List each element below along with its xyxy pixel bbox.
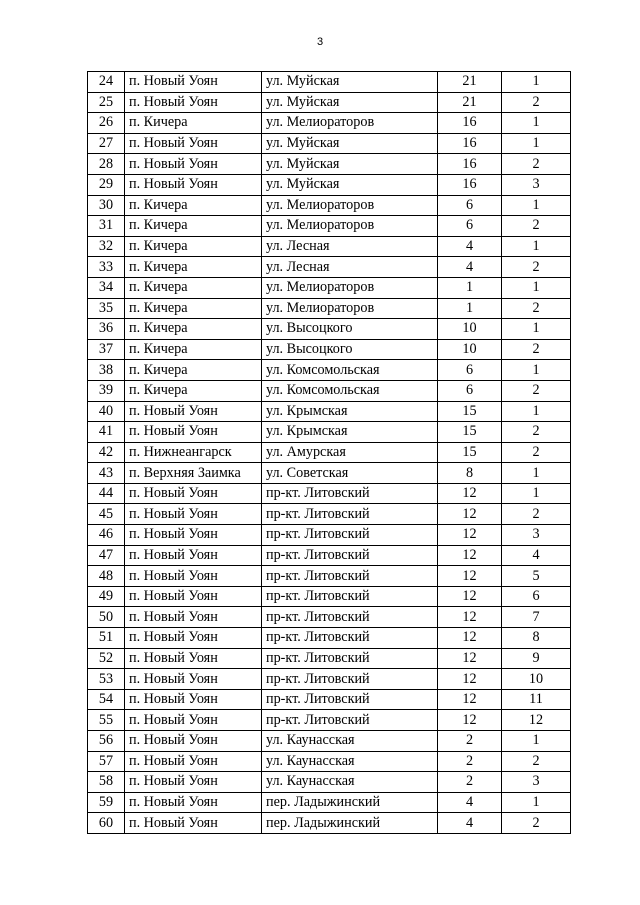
house-number-cell: 12 xyxy=(438,648,502,669)
row-number: 35 xyxy=(88,298,125,319)
house-number-cell: 4 xyxy=(438,792,502,813)
street-cell: ул. Муйская xyxy=(262,72,438,93)
street-cell: пр-кт. Литовский xyxy=(262,483,438,504)
locality-cell: п. Новый Уоян xyxy=(125,813,262,834)
house-number-cell: 16 xyxy=(438,174,502,195)
table-row xyxy=(88,195,571,216)
locality-cell: п. Кичера xyxy=(125,277,262,298)
apartment-number-cell: 1 xyxy=(502,483,571,504)
locality-cell: п. Кичера xyxy=(125,360,262,381)
locality-cell: п. Новый Уоян xyxy=(125,586,262,607)
house-number-cell: 12 xyxy=(438,710,502,731)
table-row xyxy=(88,154,571,175)
house-number-cell: 12 xyxy=(438,607,502,628)
locality-cell: п. Кичера xyxy=(125,195,262,216)
row-number: 46 xyxy=(88,525,125,546)
table-row xyxy=(88,607,571,628)
street-cell: ул. Мелиораторов xyxy=(262,113,438,134)
apartment-number-cell: 2 xyxy=(502,216,571,237)
table-row xyxy=(88,566,571,587)
locality-cell: п. Новый Уоян xyxy=(125,731,262,752)
street-cell: пр-кт. Литовский xyxy=(262,545,438,566)
house-number-cell: 10 xyxy=(438,319,502,340)
house-number-cell: 16 xyxy=(438,133,502,154)
street-cell: пер. Ладыжинский xyxy=(262,792,438,813)
row-number: 32 xyxy=(88,236,125,257)
street-cell: ул. Комсомольская xyxy=(262,360,438,381)
street-cell: ул. Муйская xyxy=(262,133,438,154)
apartment-number-cell: 6 xyxy=(502,586,571,607)
house-number-cell: 6 xyxy=(438,216,502,237)
apartment-number-cell: 5 xyxy=(502,566,571,587)
locality-cell: п. Кичера xyxy=(125,113,262,134)
table-row xyxy=(88,525,571,546)
locality-cell: п. Новый Уоян xyxy=(125,133,262,154)
row-number: 24 xyxy=(88,72,125,93)
locality-cell: п. Новый Уоян xyxy=(125,525,262,546)
street-cell: пр-кт. Литовский xyxy=(262,710,438,731)
house-number-cell: 12 xyxy=(438,566,502,587)
house-number-cell: 1 xyxy=(438,298,502,319)
locality-cell: п. Новый Уоян xyxy=(125,422,262,443)
street-cell: ул. Каунасская xyxy=(262,772,438,793)
table-row xyxy=(88,380,571,401)
apartment-number-cell: 1 xyxy=(502,319,571,340)
locality-cell: п. Новый Уоян xyxy=(125,689,262,710)
row-number: 50 xyxy=(88,607,125,628)
apartment-number-cell: 2 xyxy=(502,422,571,443)
row-number: 48 xyxy=(88,566,125,587)
row-number: 42 xyxy=(88,442,125,463)
house-number-cell: 15 xyxy=(438,401,502,422)
locality-cell: п. Новый Уоян xyxy=(125,669,262,690)
table-row xyxy=(88,257,571,278)
table-row xyxy=(88,298,571,319)
row-number: 57 xyxy=(88,751,125,772)
row-number: 51 xyxy=(88,628,125,649)
apartment-number-cell: 10 xyxy=(502,669,571,690)
apartment-number-cell: 2 xyxy=(502,813,571,834)
row-number: 60 xyxy=(88,813,125,834)
street-cell: ул. Каунасская xyxy=(262,751,438,772)
locality-cell: п. Кичера xyxy=(125,236,262,257)
table-row xyxy=(88,483,571,504)
row-number: 47 xyxy=(88,545,125,566)
apartment-number-cell: 1 xyxy=(502,133,571,154)
table-row xyxy=(88,92,571,113)
house-number-cell: 12 xyxy=(438,689,502,710)
row-number: 34 xyxy=(88,277,125,298)
house-number-cell: 2 xyxy=(438,751,502,772)
street-cell: ул. Комсомольская xyxy=(262,380,438,401)
house-number-cell: 12 xyxy=(438,483,502,504)
apartment-number-cell: 1 xyxy=(502,792,571,813)
locality-cell: п. Новый Уоян xyxy=(125,710,262,731)
row-number: 41 xyxy=(88,422,125,443)
apartment-number-cell: 1 xyxy=(502,463,571,484)
apartment-number-cell: 2 xyxy=(502,298,571,319)
street-cell: ул. Крымская xyxy=(262,422,438,443)
street-cell: пер. Ладыжинский xyxy=(262,813,438,834)
street-cell: ул. Лесная xyxy=(262,236,438,257)
row-number: 44 xyxy=(88,483,125,504)
apartment-number-cell: 8 xyxy=(502,628,571,649)
apartment-number-cell: 1 xyxy=(502,401,571,422)
table-row xyxy=(88,545,571,566)
locality-cell: п. Новый Уоян xyxy=(125,648,262,669)
locality-cell: п. Кичера xyxy=(125,380,262,401)
table-row xyxy=(88,72,571,93)
table-row xyxy=(88,648,571,669)
apartment-number-cell: 7 xyxy=(502,607,571,628)
apartment-number-cell: 2 xyxy=(502,380,571,401)
row-number: 33 xyxy=(88,257,125,278)
street-cell: ул. Каунасская xyxy=(262,731,438,752)
house-number-cell: 4 xyxy=(438,236,502,257)
street-cell: ул. Мелиораторов xyxy=(262,298,438,319)
apartment-number-cell: 12 xyxy=(502,710,571,731)
house-number-cell: 21 xyxy=(438,72,502,93)
row-number: 39 xyxy=(88,380,125,401)
apartment-number-cell: 1 xyxy=(502,113,571,134)
locality-cell: п. Кичера xyxy=(125,257,262,278)
street-cell: пр-кт. Литовский xyxy=(262,504,438,525)
house-number-cell: 12 xyxy=(438,628,502,649)
address-table-body xyxy=(88,72,571,834)
house-number-cell: 12 xyxy=(438,525,502,546)
house-number-cell: 6 xyxy=(438,380,502,401)
apartment-number-cell: 11 xyxy=(502,689,571,710)
house-number-cell: 2 xyxy=(438,772,502,793)
row-number: 31 xyxy=(88,216,125,237)
row-number: 58 xyxy=(88,772,125,793)
locality-cell: п. Кичера xyxy=(125,216,262,237)
apartment-number-cell: 2 xyxy=(502,751,571,772)
street-cell: пр-кт. Литовский xyxy=(262,689,438,710)
address-table xyxy=(87,71,571,834)
apartment-number-cell: 2 xyxy=(502,257,571,278)
locality-cell: п. Верхняя Заимка xyxy=(125,463,262,484)
house-number-cell: 6 xyxy=(438,195,502,216)
house-number-cell: 1 xyxy=(438,277,502,298)
street-cell: ул. Амурская xyxy=(262,442,438,463)
street-cell: ул. Мелиораторов xyxy=(262,195,438,216)
apartment-number-cell: 2 xyxy=(502,154,571,175)
table-row xyxy=(88,339,571,360)
locality-cell: п. Новый Уоян xyxy=(125,504,262,525)
house-number-cell: 6 xyxy=(438,360,502,381)
locality-cell: п. Новый Уоян xyxy=(125,607,262,628)
table-row xyxy=(88,731,571,752)
apartment-number-cell: 1 xyxy=(502,195,571,216)
apartment-number-cell: 9 xyxy=(502,648,571,669)
row-number: 49 xyxy=(88,586,125,607)
row-number: 28 xyxy=(88,154,125,175)
table-row xyxy=(88,772,571,793)
row-number: 52 xyxy=(88,648,125,669)
locality-cell: п. Новый Уоян xyxy=(125,545,262,566)
table-row xyxy=(88,504,571,525)
street-cell: пр-кт. Литовский xyxy=(262,586,438,607)
row-number: 26 xyxy=(88,113,125,134)
row-number: 45 xyxy=(88,504,125,525)
locality-cell: п. Кичера xyxy=(125,339,262,360)
street-cell: пр-кт. Литовский xyxy=(262,566,438,587)
row-number: 53 xyxy=(88,669,125,690)
locality-cell: п. Новый Уоян xyxy=(125,72,262,93)
table-row xyxy=(88,710,571,731)
table-row xyxy=(88,216,571,237)
row-number: 54 xyxy=(88,689,125,710)
apartment-number-cell: 1 xyxy=(502,277,571,298)
street-cell: ул. Лесная xyxy=(262,257,438,278)
house-number-cell: 16 xyxy=(438,113,502,134)
street-cell: пр-кт. Литовский xyxy=(262,525,438,546)
table-row xyxy=(88,751,571,772)
street-cell: ул. Высоцкого xyxy=(262,319,438,340)
row-number: 30 xyxy=(88,195,125,216)
street-cell: ул. Мелиораторов xyxy=(262,277,438,298)
table-row xyxy=(88,422,571,443)
apartment-number-cell: 1 xyxy=(502,72,571,93)
street-cell: ул. Муйская xyxy=(262,92,438,113)
street-cell: ул. Крымская xyxy=(262,401,438,422)
locality-cell: п. Кичера xyxy=(125,298,262,319)
table-row xyxy=(88,319,571,340)
apartment-number-cell: 3 xyxy=(502,174,571,195)
table-row xyxy=(88,586,571,607)
house-number-cell: 21 xyxy=(438,92,502,113)
house-number-cell: 12 xyxy=(438,504,502,525)
house-number-cell: 4 xyxy=(438,813,502,834)
table-row xyxy=(88,792,571,813)
table-row xyxy=(88,113,571,134)
house-number-cell: 2 xyxy=(438,731,502,752)
street-cell: ул. Мелиораторов xyxy=(262,216,438,237)
house-number-cell: 12 xyxy=(438,586,502,607)
house-number-cell: 15 xyxy=(438,422,502,443)
table-row xyxy=(88,463,571,484)
locality-cell: п. Новый Уоян xyxy=(125,154,262,175)
house-number-cell: 10 xyxy=(438,339,502,360)
row-number: 40 xyxy=(88,401,125,422)
locality-cell: п. Новый Уоян xyxy=(125,483,262,504)
street-cell: ул. Муйская xyxy=(262,154,438,175)
locality-cell: п. Новый Уоян xyxy=(125,401,262,422)
house-number-cell: 8 xyxy=(438,463,502,484)
apartment-number-cell: 4 xyxy=(502,545,571,566)
locality-cell: п. Новый Уоян xyxy=(125,628,262,649)
table-row xyxy=(88,174,571,195)
row-number: 55 xyxy=(88,710,125,731)
locality-cell: п. Кичера xyxy=(125,319,262,340)
street-cell: пр-кт. Литовский xyxy=(262,628,438,649)
row-number: 59 xyxy=(88,792,125,813)
street-cell: ул. Высоцкого xyxy=(262,339,438,360)
apartment-number-cell: 1 xyxy=(502,236,571,257)
street-cell: ул. Муйская xyxy=(262,174,438,195)
apartment-number-cell: 1 xyxy=(502,360,571,381)
row-number: 36 xyxy=(88,319,125,340)
locality-cell: п. Новый Уоян xyxy=(125,92,262,113)
table-row xyxy=(88,277,571,298)
house-number-cell: 12 xyxy=(438,545,502,566)
house-number-cell: 15 xyxy=(438,442,502,463)
table-row xyxy=(88,669,571,690)
apartment-number-cell: 3 xyxy=(502,525,571,546)
locality-cell: п. Новый Уоян xyxy=(125,792,262,813)
row-number: 25 xyxy=(88,92,125,113)
table-row xyxy=(88,442,571,463)
apartment-number-cell: 1 xyxy=(502,731,571,752)
street-cell: ул. Советская xyxy=(262,463,438,484)
locality-cell: п. Новый Уоян xyxy=(125,566,262,587)
table-row xyxy=(88,360,571,381)
locality-cell: п. Новый Уоян xyxy=(125,772,262,793)
row-number: 37 xyxy=(88,339,125,360)
apartment-number-cell: 2 xyxy=(502,92,571,113)
locality-cell: п. Нижнеангарск xyxy=(125,442,262,463)
row-number: 38 xyxy=(88,360,125,381)
table-row xyxy=(88,236,571,257)
house-number-cell: 12 xyxy=(438,669,502,690)
apartment-number-cell: 2 xyxy=(502,504,571,525)
row-number: 56 xyxy=(88,731,125,752)
apartment-number-cell: 3 xyxy=(502,772,571,793)
table-row xyxy=(88,689,571,710)
street-cell: пр-кт. Литовский xyxy=(262,607,438,628)
street-cell: пр-кт. Литовский xyxy=(262,648,438,669)
table-row xyxy=(88,628,571,649)
street-cell: пр-кт. Литовский xyxy=(262,669,438,690)
apartment-number-cell: 2 xyxy=(502,339,571,360)
table-row xyxy=(88,401,571,422)
locality-cell: п. Новый Уоян xyxy=(125,751,262,772)
locality-cell: п. Новый Уоян xyxy=(125,174,262,195)
apartment-number-cell: 2 xyxy=(502,442,571,463)
house-number-cell: 16 xyxy=(438,154,502,175)
row-number: 29 xyxy=(88,174,125,195)
house-number-cell: 4 xyxy=(438,257,502,278)
table-row xyxy=(88,813,571,834)
table-row xyxy=(88,133,571,154)
row-number: 43 xyxy=(88,463,125,484)
page-number: 3 xyxy=(316,36,324,48)
row-number: 27 xyxy=(88,133,125,154)
